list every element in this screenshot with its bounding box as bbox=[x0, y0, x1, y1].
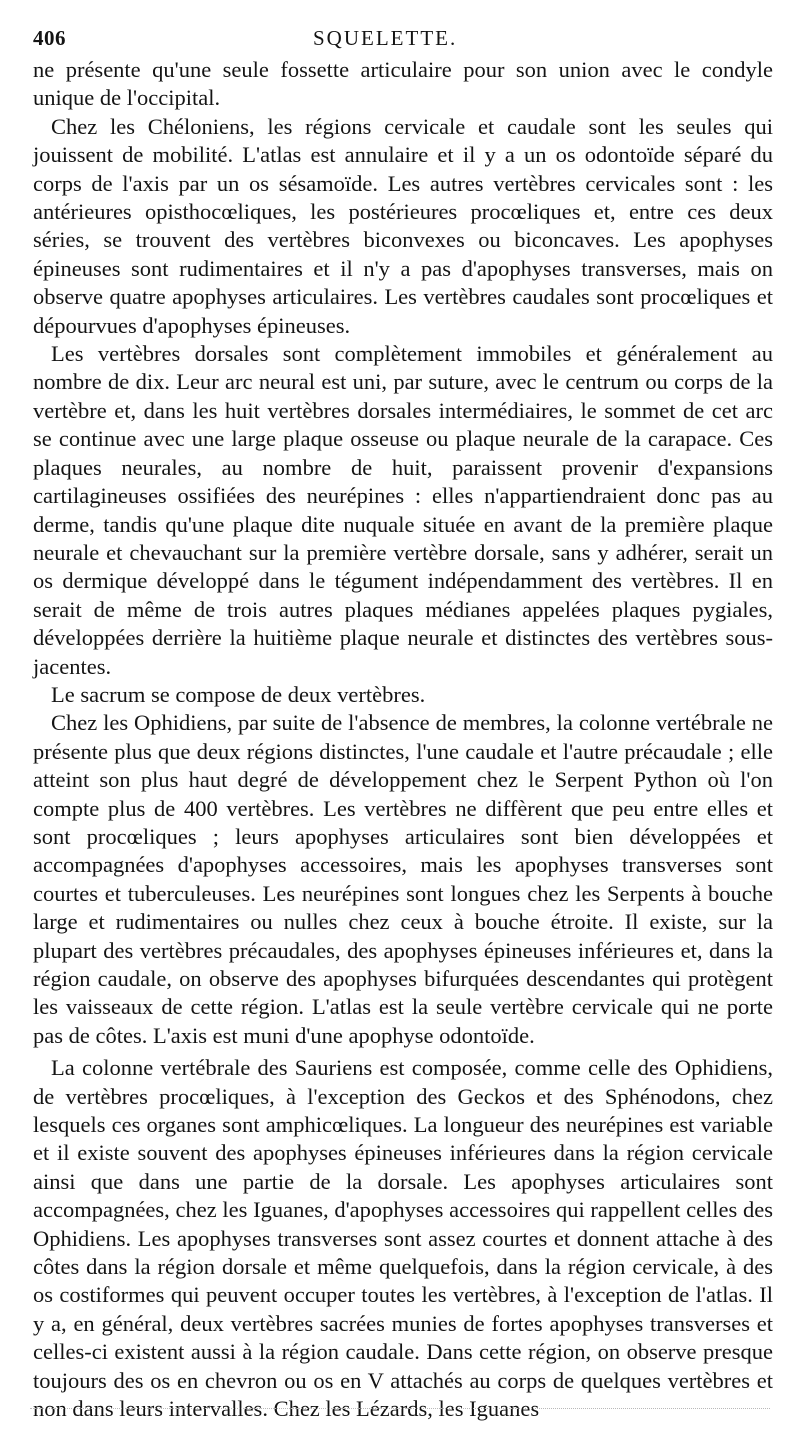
page-number: 406 bbox=[33, 26, 66, 50]
paragraph-vertebres-dorsales: Les vertèbres dorsales sont complètement immobiles et généralement au nombre de dix. Leur arc neural est uni, par suture, avec le centrum ou corps de la vertèbre et, dans les huit vertèbres dorsales intermédiaires, le sommet de cet arc se continue avec une large plaque osseuse ou plaque neurale de la carapace. Ces plaques neurales, au nombre de huit, paraissent provenir d'expansions cartilagineuses ossifiées des neurépines : elles n'appartiendraient donc pas au derme, tandis qu'une plaque dite nuquale située en avant de la première plaque neurale et chevauchant sur la première vertèbre dorsale, sans y adhérer, serait un os dermique développé dans le tégument indépendamment des vertèbres. Il en serait de même de trois autres plaques médianes appelées plaques pygiales, développées derrière la huitième plaque neurale et distinctes des vertèbres sous-jacentes. bbox=[33, 341, 773, 679]
running-header bbox=[33, 20, 773, 56]
paragraph-ophidiens: Chez les Ophidiens, par suite de l'absence de membres, la colonne vertébrale ne présente plus que deux régions distinctes, l'une caudale et l'autre précaudale ; elle atteint son plus haut degré de développement chez le Serpent Python où l'on compte plus de 400 vertèbres. Les vertèbres ne diffèrent que peu entre elles et sont procœliques ; leurs apophyses articulaires sont bien développées et accompagnées d'apophyses accessoires, mais les apophyses transverses sont courtes et tuberculeuses. Les neurépines sont longues chez les Serpents à bouche large et rudimentaires ou nulles chez ceux à bouche étroite. Il existe, sur la plupart des vertèbres précaudales, des apophyses épineuses inférieures et, dans la région caudale, on observe des apophyses bifurquées descendantes qui protègent les vaisseaux de cette région. L'atlas est la seule vertèbre cervicale qui ne porte pas de côtes. L'axis est muni d'une apophyse odontoïde. bbox=[33, 710, 773, 1048]
paragraph-sauriens: La colonne vertébrale des Sauriens est composée, comme celle des Ophidiens, de vertèbres procœliques, à l'exception des Geckos et des Sphénodons, chez lesquels ces organes sont amphicœliques. La longueur des neurépines est variable et il existe souvent des apophyses épineuses inférieures dans la région cervicale ainsi que dans une partie de la dorsale. Les apophyses articulaires sont accompagnées, chez les Iguanes, d'apophyses accessoires qui rappellent celles des Ophidiens. Les apophyses transverses sont assez courtes et donnent attache à des côtes dans la région dorsale et même quelquefois, dans la région cervicale, à des os costiformes qui peuvent occuper toutes les vertèbres, à l'exception de l'atlas. Il y a, en général, deux vertèbres sacrées munies de fortes apophyses transverses et celles-ci existent aussi à la région caudale. Dans cette région, on observe presque toujours des os en chevron ou os en V attachés au corps de quelques vertèbres et non dans leurs intervalles. Chez les Lézards, les Iguanes bbox=[33, 1055, 773, 1422]
body-text bbox=[33, 56, 773, 1424]
running-title: SQUELETTE. bbox=[313, 26, 458, 50]
paragraph-cheloniens: Chez les Chéloniens, les régions cervicale et caudale sont les seules qui jouissent de mobilité. L'atlas est annulaire et il y a un os odontoïde séparé du corps de l'axis par un os sésamoïde. Les autres vertèbres cervicales sont : les antérieures opisthocœliques, les postérieures procœliques et, entre ces deux séries, se trouvent des vertèbres biconvexes ou biconcaves. Les apophyses épineuses sont rudimentaires et il n'y a pas d'apophyses transverses, mais on observe quatre apophyses articulaires. Les vertèbres caudales sont procœliques et dépourvues d'apophyses épineuses. bbox=[33, 113, 773, 338]
book-page bbox=[33, 20, 773, 1424]
paragraph-sacrum: Le sacrum se compose de deux vertèbres. bbox=[51, 681, 426, 707]
footer-rule bbox=[30, 1408, 770, 1409]
paragraph-continuation: ne présente qu'une seule fossette articulaire pour son union avec le condyle unique de l'occipital. bbox=[33, 57, 773, 111]
